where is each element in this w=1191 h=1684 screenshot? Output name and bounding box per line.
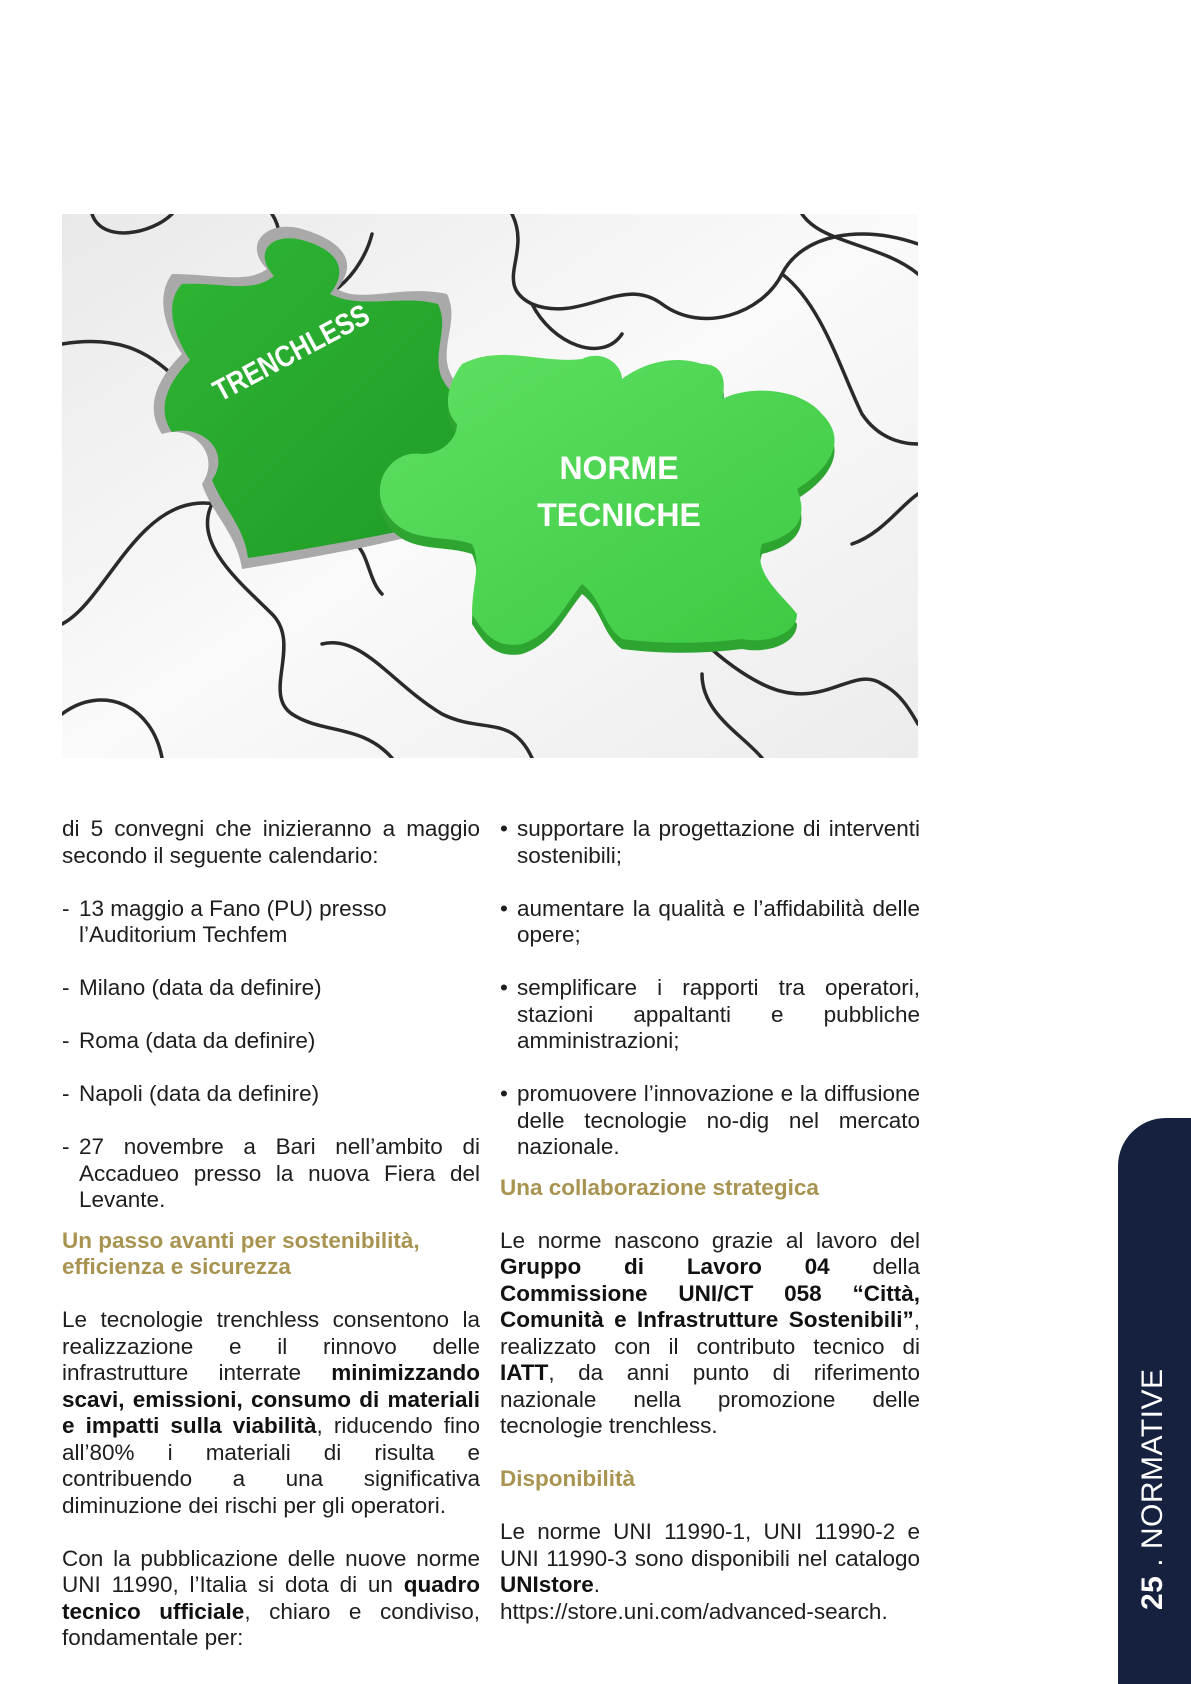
dash-marker: -: [62, 1134, 70, 1159]
dash-marker: -: [62, 895, 70, 921]
calendar-item: - Napoli (data da definire): [62, 1081, 320, 1106]
norme-label: NORME: [559, 450, 679, 486]
bullet-marker: •: [500, 975, 508, 1000]
collaboration-paragraph: Le norme nascono grazie al lavoro del Gruppo di Lavoro 04 della Commissione UNI/CT 058 “Città, Comunità e Infrastrutture Sostenibili”, realizzato con il contributo tecnico di IATT, da anni punto di riferimento nazionale nella promozione delle tecnologie trenchless.: [500, 1227, 920, 1438]
benefit-item: • semplificare i rapporti tra operatori, stazioni appaltanti e pubbliche amministrazioni;: [500, 975, 920, 1053]
right-column: [500, 816, 920, 1625]
dash-marker: -: [62, 975, 70, 1000]
section-label: 25 . NORMATIVE: [1136, 1368, 1169, 1610]
left-column: [62, 816, 480, 1652]
hero-image: [62, 214, 918, 758]
dash-marker: -: [62, 1081, 70, 1106]
trenchless-paragraph: Le tecnologie trenchless consentono la realizzazione e il rinnovo delle infrastrutture interrate minimizzando scavi, emissioni, consumo di materiali e impatti sulla viabilità, riducendo fino all’80% i materiali di risulta e contribuendo a una significativa diminuzione dei rischi per gli operatori.: [62, 1307, 480, 1518]
tecniche-label: TECNICHE: [537, 497, 701, 533]
uni-paragraph: Con la pubblicazione delle nuove norme UNI 11990, l’Italia si dota di un quadro tecnico ufficiale, chiaro e condiviso, fondamentale per:: [62, 1545, 481, 1650]
intro-paragraph: di 5 convegni che inizieranno a maggio secondo il seguente calendario:: [62, 816, 480, 868]
dash-marker: -: [62, 1028, 70, 1053]
store-link[interactable]: https://store.uni.com/advanced-search.: [500, 1598, 888, 1624]
calendar-item: - 13 maggio a Fano (PU) presso l’Auditorium Techfem: [62, 895, 387, 947]
benefit-item: • promuovere l’innovazione e la diffusione delle tecnologie no-dig nel mercato nazionale.: [500, 1081, 920, 1159]
bullet-marker: •: [500, 1081, 508, 1106]
page-number: 25: [1136, 1575, 1169, 1610]
benefit-item: • supportare la progettazione di interventi sostenibili;: [500, 816, 920, 868]
section-heading-sustainability: Un passo avanti per sostenibilità, efficienza e sicurezza: [62, 1227, 420, 1279]
section-heading-collaboration: Una collaborazione strategica: [500, 1174, 819, 1200]
trenchless-label: TRENCHLESS: [207, 283, 403, 409]
calendar-item: - 27 novembre a Bari nell’ambito di Accadueo presso la nuova Fiera del Levante.: [62, 1134, 480, 1212]
section-name: NORMATIVE: [1136, 1368, 1169, 1550]
calendar-item: - Milano (data da definire): [62, 975, 322, 1000]
section-heading-availability: Disponibilità: [500, 1466, 635, 1491]
bullet-marker: •: [500, 895, 508, 921]
benefit-item: • aumentare la qualità e l’affidabilità delle opere;: [500, 895, 920, 947]
availability-paragraph: Le norme UNI 11990-1, UNI 11990-2 e UNI 11990-3 sono disponibili nel catalogo UNIstore.: [500, 1519, 920, 1597]
calendar-item: - Roma (data da definire): [62, 1028, 316, 1053]
bullet-marker: •: [500, 816, 508, 841]
